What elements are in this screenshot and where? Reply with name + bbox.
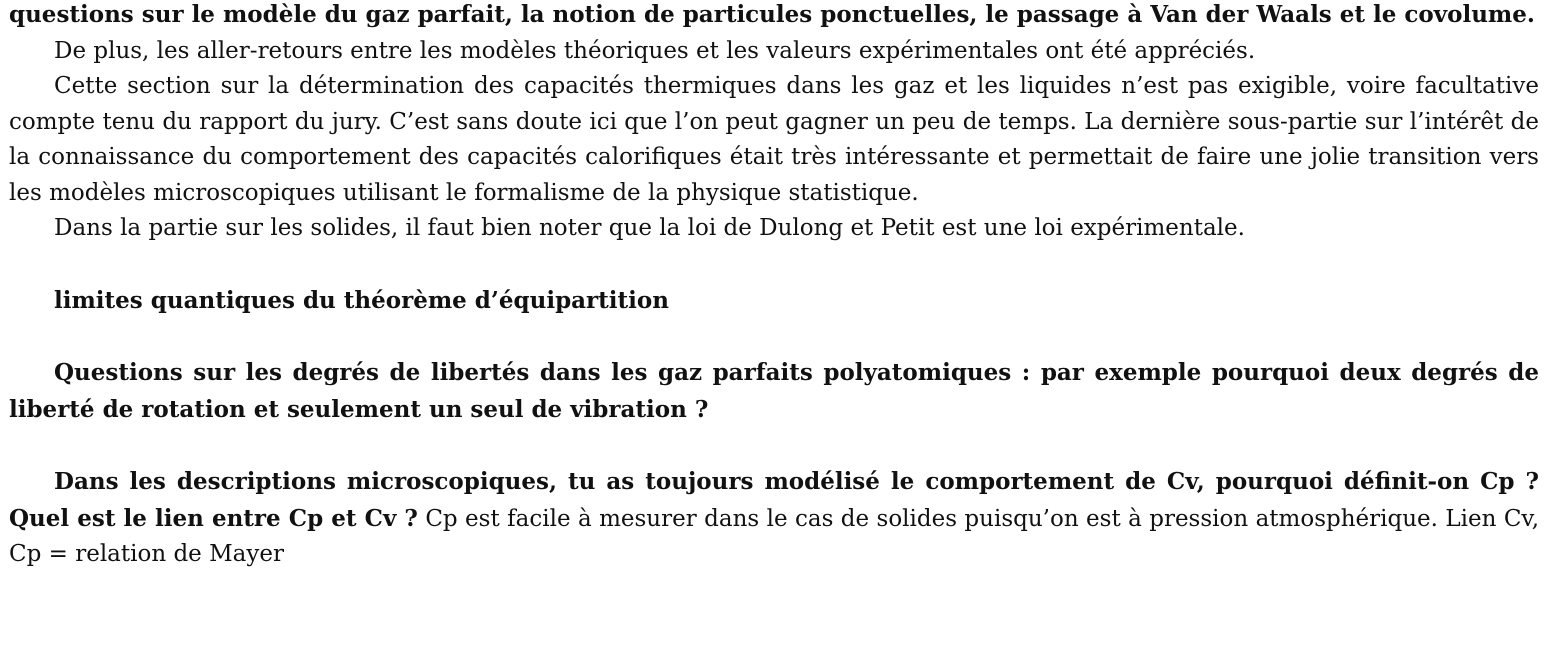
- paragraph-2: [9, 34, 1539, 70]
- paragraph-1: [9, 0, 1539, 34]
- paragraph-7: [9, 464, 1539, 573]
- paragraph-3-text: Cette section sur la détermination des capacités thermiques dans les gaz et les liquides n’est pas exigible, voire facultative compte tenu du rapport du jury. C’est sans doute ici que l’on peut gagner un peu de temps. La dernière sous-partie sur l’intérêt de la connaissance du comportement des capacités calorifiques était très intéressante et permettait de faire une jolie transition vers les modèles microscopiques utilisant le formalisme de la physique statistique.: [9, 73, 1539, 206]
- paragraph-4: [9, 211, 1539, 247]
- paragraph-6-bold: Questions sur les degrés de libertés dans les gaz parfaits polyatomiques : par exemple pourquoi deux degrés de liberté de rotation et seulement un seul de vibration ?: [9, 359, 1539, 423]
- paragraph-3: [9, 69, 1539, 211]
- paragraph-2-text: De plus, les aller-retours entre les modèles théoriques et les valeurs expérimentales ont été appréciés.: [54, 37, 1256, 64]
- paragraph-1-bold: questions sur le modèle du gaz parfait, la notion de particules ponctuelles, le passage à Van der Waals et le covolume.: [9, 1, 1535, 28]
- paragraph-4-text: Dans la partie sur les solides, il faut bien noter que la loi de Dulong et Petit est une loi expérimentale.: [54, 215, 1245, 241]
- paragraph-5: [9, 283, 1539, 320]
- paragraph-7-bold: Dans les descriptions microscopiques, tu as toujours modélisé le comportement de Cv, pourquoi définit-on Cp ? Quel est le lien entre Cp et Cv ?: [9, 468, 1539, 532]
- paragraph-7-text: Cp est facile à mesurer dans le cas de solides puisqu’on est à pression atmosphérique. Lien Cv, Cp = relation de Mayer: [9, 505, 1540, 567]
- paragraph-6: [9, 355, 1539, 428]
- paragraph-5-bold: limites quantiques du théorème d’équipartition: [54, 286, 669, 314]
- document-page: [9, 0, 1539, 573]
